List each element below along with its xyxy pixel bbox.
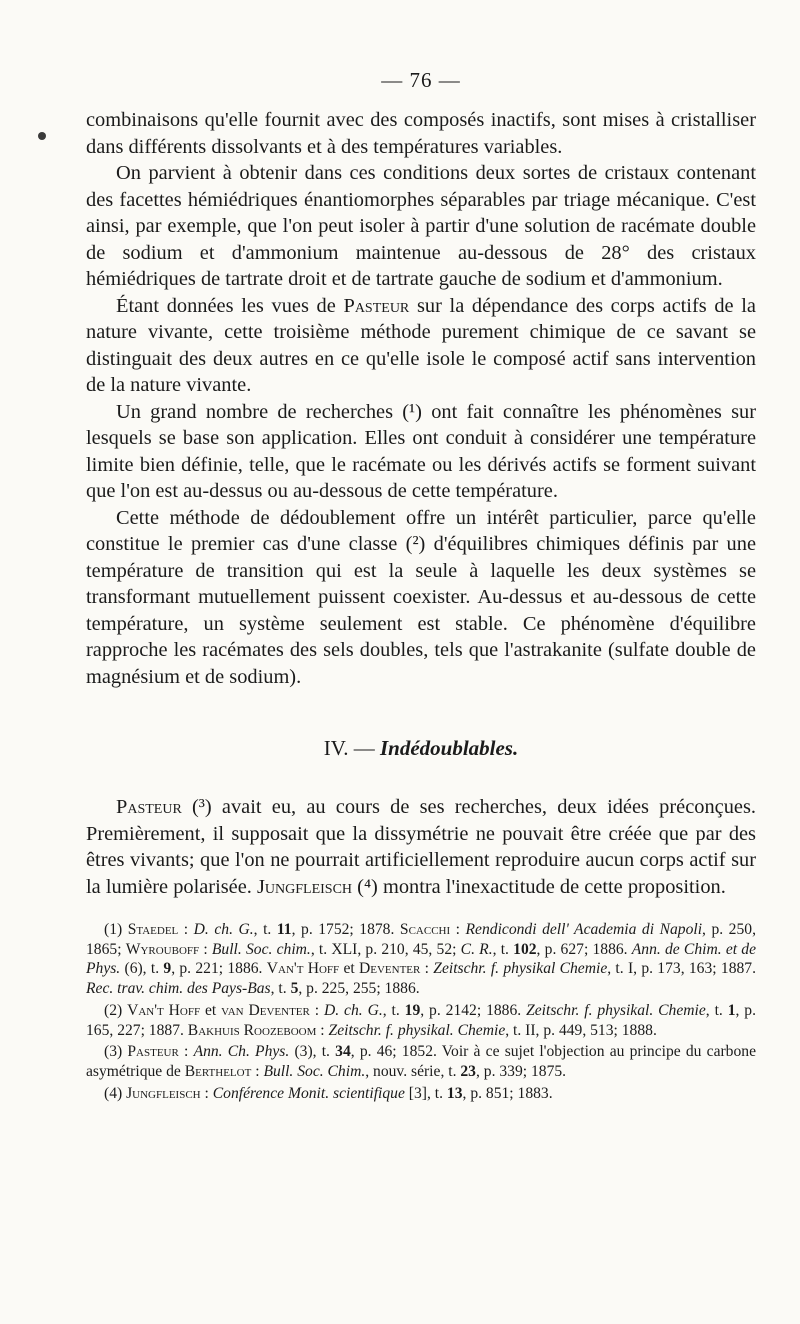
text-run: , p. 339; 1875. xyxy=(475,1062,567,1080)
text-run: Cette méthode de dédoublement offre un intérêt particulier, parce qu'elle constitue le premier cas d'une classe xyxy=(86,506,756,555)
author-name: van Deventer xyxy=(221,1001,310,1019)
author-name: Deventer xyxy=(358,960,421,978)
section-title: Indédoublables. xyxy=(379,736,519,760)
footnote-number: (3) xyxy=(104,1043,128,1061)
volume: 34 xyxy=(335,1043,351,1061)
volume: 9 xyxy=(163,960,172,978)
journal-title: C. R. xyxy=(460,940,493,958)
text-run: , t. I, p. 173, 163; 1887. xyxy=(607,960,756,978)
text-run: , p. 2142; 1886. xyxy=(420,1001,527,1019)
text-run: , t. xyxy=(253,921,277,938)
journal-title: Zeitschr. f. physikal Chemie xyxy=(433,960,608,978)
author-name: Scacchi xyxy=(399,921,451,938)
text-run: , t. II, p. 449, 513; 1888. xyxy=(505,1021,657,1039)
paragraph xyxy=(86,399,756,505)
journal-title: D. ch. G. xyxy=(193,921,254,938)
volume: 5 xyxy=(290,980,299,998)
text-run: (3), t. xyxy=(289,1043,336,1061)
text-run: : xyxy=(178,921,194,938)
text-run: et xyxy=(200,1001,222,1019)
author-name: Staedel xyxy=(127,921,179,938)
journal-title: D. ch. G. xyxy=(324,1001,383,1019)
text-run: avait eu, au cours de ses recherches, deux idées préconçues. Premièrement, il supposait que la dissymétrie ne pouvait être créée que par des êtres vivants; que l'on ne pourrait artificiellement reproduire aucun corps actif sur la lumière polarisée. xyxy=(86,796,756,898)
text-run: , p. 46; 1852. Voir à ce sujet l'objection au principe du carbone asymétrique de xyxy=(86,1043,756,1080)
section-number: IV. — xyxy=(323,736,380,760)
text-run: : xyxy=(200,1084,213,1102)
text-run: , t. xyxy=(492,940,514,958)
text-run: : xyxy=(199,940,212,958)
footnote-number: (4) xyxy=(104,1084,127,1102)
volume: 19 xyxy=(404,1001,421,1019)
text-run: : xyxy=(178,1043,194,1061)
journal-title: Rec. trav. chim. des Pays-Bas xyxy=(86,980,271,998)
footnote-3 xyxy=(86,1042,756,1081)
footnote-ref: (⁴) xyxy=(357,875,378,898)
footnote-2 xyxy=(86,1001,756,1040)
text-run: : xyxy=(450,921,466,938)
footnote-1 xyxy=(86,920,756,999)
footnote-ref: (¹) xyxy=(402,400,422,423)
author-name: Jungfleisch xyxy=(126,1084,201,1102)
journal-title: Conférence Monit. scientifique xyxy=(212,1084,405,1102)
text-run: d'équilibres chimiques définis par une température de transition qui est la seule à laquelle les deux systèmes se transformant mutuellement puissent coexister. Au-dessus et au-dessous de cette température, un système seulement est stable. Ce phénomène d'équilibre rapproche les racémates des sels doubles, tels que l'astrakanite (sulfate double de magnésium et de sodium). xyxy=(86,533,756,688)
volume: 1 xyxy=(727,1001,736,1019)
text-run: (6), t. xyxy=(120,960,164,978)
paragraph xyxy=(86,293,756,399)
text-run: Étant données les vues de xyxy=(116,294,344,317)
text-run: , p. 250, 1865; xyxy=(86,921,756,958)
text-run: ont fait connaître les phénomènes sur lesquels se base son application. Elles ont conduit à considérer une température limite bien définie, telle, que le racémate ou les dérivés actifs se forment suivant que l'on est au-dessus ou au-dessous de cette température. xyxy=(86,400,757,502)
text-run: , nouv. série, t. xyxy=(365,1062,461,1080)
text-run: , p. 165, 227; 1887. xyxy=(86,1001,757,1039)
text-run: , p. 627; 1886. xyxy=(536,940,632,958)
margin-mark xyxy=(38,132,46,140)
author-name: Pasteur xyxy=(127,1043,179,1061)
text-run: : xyxy=(309,1001,324,1019)
section-body xyxy=(86,794,756,900)
footnotes xyxy=(86,920,756,1103)
author-name: Van't Hoff xyxy=(127,1001,201,1019)
text-run: sur la dépendance des corps actifs de la nature vivante, cette troisième méthode purement chimique de ce savant se distinguait des deux autres en ce qu'elle isole le composé actif sans intervention de la nature vivante. xyxy=(86,294,756,396)
footnote-number: (2) xyxy=(104,1001,128,1019)
footnote-4 xyxy=(86,1084,756,1104)
paragraph xyxy=(86,794,756,900)
journal-title: Bull. Soc. Chim. xyxy=(263,1062,366,1080)
paragraph: On parvient à obtenir dans ces conditions deux sortes de cristaux contenant des facettes hémiédriques énantiomorphes séparables par triage mécanique. C'est ainsi, par exemple, que l'on peut isoler à partir d'une solution de racémate double de sodium et d'ammonium maintenue au-dessous de 28° des cristaux hémiédriques de tartrate droit et de tartrate gauche de sodium et d'ammonium. xyxy=(86,162,756,290)
body-text xyxy=(86,107,756,690)
journal-title: Bull. Soc. chim. xyxy=(211,940,311,958)
journal-title: Ann. de Chim. et de Phys. xyxy=(86,940,757,978)
text-run: , p. 221; 1886. xyxy=(171,960,267,978)
text-run: , p. 225, 255; 1886. xyxy=(298,980,420,998)
text-run: : xyxy=(251,1062,264,1080)
text-run: , p. 1752; 1878. xyxy=(291,921,400,938)
author-name: Bakhuis Roozeboom xyxy=(187,1021,317,1039)
text-run: , t. XLI, p. 210, 45, 52; xyxy=(310,940,461,958)
paragraph: combinaisons qu'elle fournit avec des composés inactifs, sont mises à cristalliser dans différents dissolvants et à des températures variables. xyxy=(86,109,756,158)
text-run: , p. 851; 1883. xyxy=(462,1084,553,1102)
text-run: Un grand nombre de recherches xyxy=(116,400,403,423)
text-run: , t. xyxy=(270,980,291,998)
author-name: Wyrouboff xyxy=(125,940,200,958)
section-heading xyxy=(86,736,756,761)
text-run: , t. xyxy=(705,1001,728,1019)
text-run: et xyxy=(339,960,359,978)
author-name: Pasteur xyxy=(343,294,410,317)
author-name: Van't Hoff xyxy=(266,960,340,978)
volume: 102 xyxy=(513,940,537,958)
volume: 23 xyxy=(460,1062,476,1080)
text-run: montra l'inexactitude de cette proposition. xyxy=(377,875,726,898)
footnote-ref: (²) xyxy=(405,533,426,555)
author-name: Berthelot xyxy=(184,1062,252,1080)
journal-title: Ann. Ch. Phys. xyxy=(193,1043,290,1061)
footnote-ref: (³) xyxy=(192,796,212,818)
volume: 13 xyxy=(446,1084,463,1102)
text-run: , t. xyxy=(382,1001,405,1019)
journal-title: Zeitschr. f. physikal. Chemie xyxy=(328,1021,506,1039)
journal-title: Zeitschr. f. physikal. Chemie xyxy=(526,1001,706,1019)
footnote-number: (1) xyxy=(104,921,128,938)
text-run: [3], t. xyxy=(404,1084,447,1102)
text-run: : xyxy=(316,1021,329,1039)
author-name: Pasteur xyxy=(116,796,182,818)
volume: 11 xyxy=(276,921,292,938)
author-name: Jungfleisch xyxy=(256,875,353,898)
page-number: — 76 — xyxy=(381,68,461,92)
text-run: : xyxy=(420,960,434,978)
paragraph xyxy=(86,505,756,691)
journal-title: Rendicondi dell' Academia di Napoli xyxy=(465,921,703,938)
